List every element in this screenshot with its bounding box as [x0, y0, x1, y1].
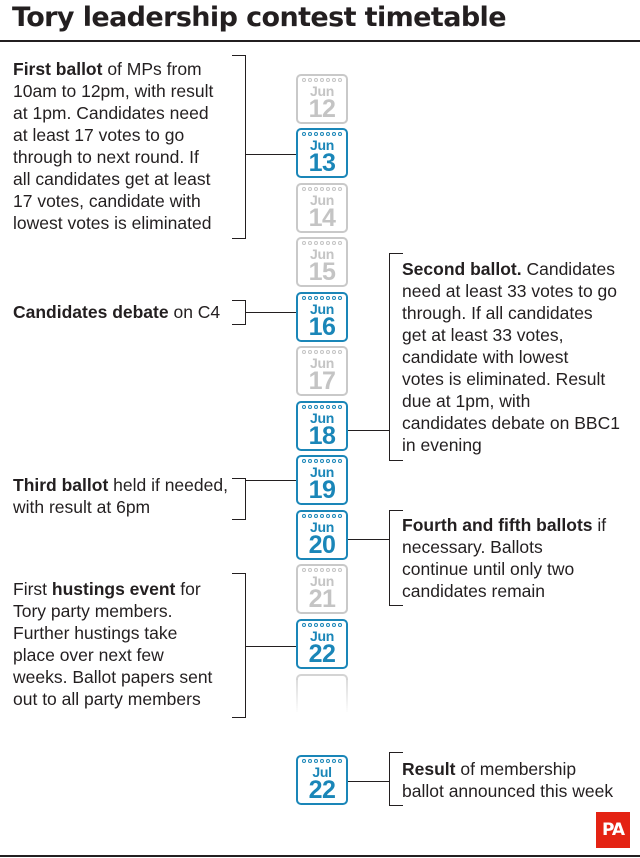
calendar-month: Jun: [310, 573, 334, 589]
calendar-day: 15: [308, 258, 336, 286]
calendar-month: Jun: [310, 246, 334, 262]
calendar-date: [296, 292, 348, 342]
bracket-debate-c4: [232, 300, 246, 325]
connector-fourth-fifth-ballots: [348, 539, 390, 540]
footer-rule: [0, 855, 640, 857]
calendar-day: 19: [308, 476, 336, 504]
bracket-result: [389, 752, 403, 806]
calendar-date: [296, 619, 348, 669]
event-first-ballot: First ballot of MPs from 10am to 12pm, with result at 1pm. Candidates need at least 17 votes to go through to next round. If all candidates get at least 17 votes, candidate with lowest votes is eliminated: [13, 59, 214, 233]
bracket-third-ballot: [232, 478, 246, 520]
calendar-date: [296, 346, 348, 396]
calendar-day: 12: [308, 95, 336, 123]
connector-result: [348, 781, 390, 782]
calendar-day: 22: [308, 640, 336, 668]
event-second-ballot: Second ballot. Candidates need at least 33 votes to go through. If all candidates get at least 33 votes, candidate with lowest votes is eliminated. Result due at 1pm, with candidates debate on BBC1 in evening: [402, 259, 620, 455]
calendar-month: Jun: [310, 628, 334, 644]
calendar-month: Jun: [310, 192, 334, 208]
calendar-day: 13: [308, 149, 336, 177]
calendar-month: Jun: [310, 464, 334, 480]
calendar-date: [296, 755, 348, 805]
page-title: Tory leadership contest timetable: [12, 2, 506, 33]
connector-second-ballot: [348, 430, 390, 431]
pa-logo: PA: [596, 812, 630, 848]
event-fourth-fifth-ballots: Fourth and fifth ballots if necessary. Ballots continue until only two candidates remain: [402, 515, 607, 601]
calendar-month: Jun: [310, 355, 334, 371]
calendar-day: 22: [308, 776, 336, 804]
calendar-month: Jun: [310, 137, 334, 153]
calendar-date: [296, 510, 348, 560]
bracket-fourth-fifth-ballots: [389, 510, 403, 606]
calendar-day: 20: [308, 531, 336, 559]
calendar-date: [296, 564, 348, 614]
calendar-day: 17: [308, 367, 336, 395]
bracket-second-ballot: [389, 253, 403, 461]
bracket-hustings: [232, 573, 246, 718]
calendar-date: [296, 401, 348, 451]
calendar-day: 18: [308, 422, 336, 450]
event-result: Result of membership ballot announced this week: [402, 759, 614, 801]
calendar-date: [296, 183, 348, 233]
event-third-ballot: Third ballot held if needed, with result at 6pm: [13, 475, 228, 517]
calendar-day: 21: [308, 585, 336, 613]
bracket-first-ballot: [232, 55, 246, 239]
calendar-day: 16: [308, 313, 336, 341]
connector-first-ballot: [245, 154, 296, 155]
calendar-month: Jun: [310, 83, 334, 99]
connector-third-ballot: [245, 480, 296, 481]
event-debate-c4: Candidates debate on C4: [13, 302, 221, 322]
connector-debate-c4: [245, 312, 296, 313]
calendar-fade-out: [296, 674, 348, 712]
calendar-month: Jul: [312, 764, 332, 780]
calendar-date: [296, 455, 348, 505]
calendar-date: [296, 128, 348, 178]
calendar-day: 14: [308, 204, 336, 232]
title-rule: [0, 40, 640, 42]
connector-hustings: [245, 646, 296, 647]
calendar-date: [296, 237, 348, 287]
calendar-month: Jun: [310, 301, 334, 317]
event-hustings: First hustings event for Tory party members. Further hustings take place over next few weeks. Ballot papers sent out to all party members: [13, 579, 213, 709]
calendar-month: Jun: [310, 410, 334, 426]
calendar-month: Jun: [310, 519, 334, 535]
calendar-date: [296, 74, 348, 124]
